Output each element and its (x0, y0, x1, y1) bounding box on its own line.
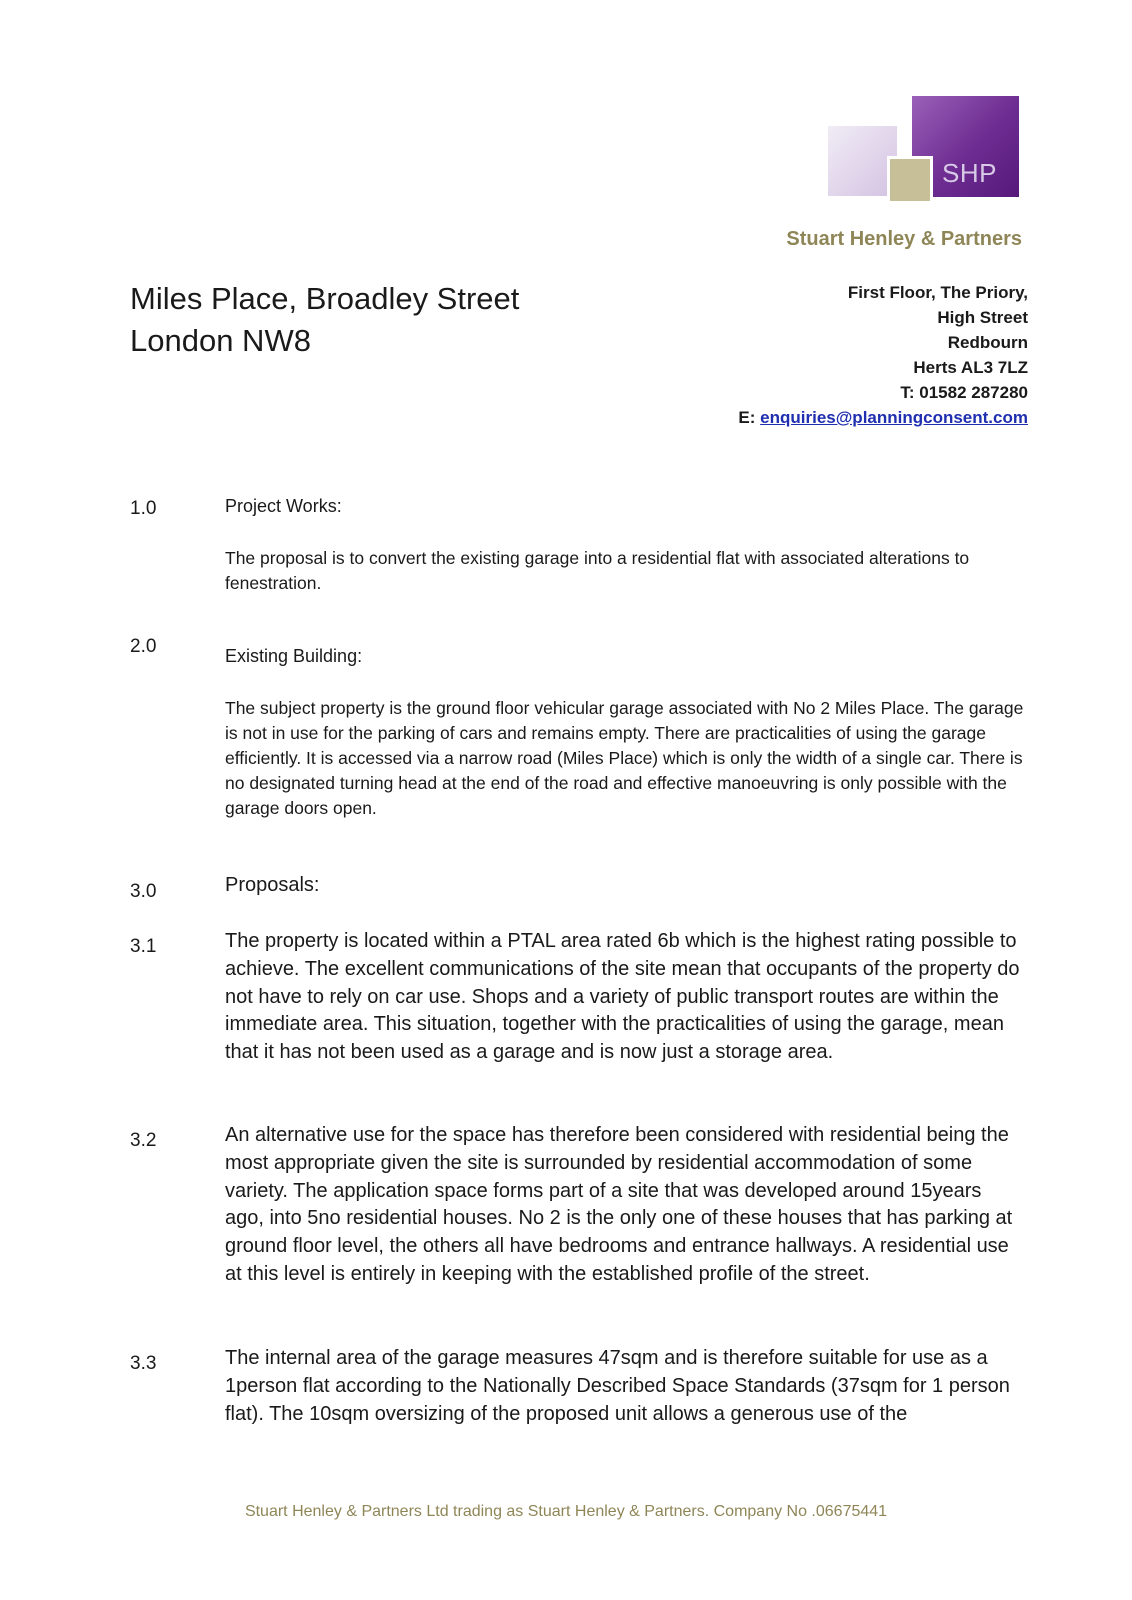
section-heading-proposals: Proposals: (225, 874, 320, 896)
section-number-3-1: 3.1 (130, 936, 157, 957)
address-line-4: Herts AL3 7LZ (913, 358, 1028, 377)
address-block (738, 280, 1028, 430)
email-label: E: (738, 408, 761, 427)
email-link[interactable]: enquiries@planningconsent.com (760, 408, 1028, 427)
section-text-3-1: The property is located within a PTAL area rated 6b which is the highest rating possible to achieve. The excellent communications of the site mean that occupants of the property do not have to rely on car use. Shops and a variety of public transport routes are within the immediate area. This situation, together with the practicalities of using the garage, mean that it has not been used as a garage and is now just a storage area. (225, 930, 1020, 1064)
section-number-1-0: 1.0 (130, 498, 157, 519)
section-number-3-3: 3.3 (130, 1353, 157, 1374)
section-text-3-3: The internal area of the garage measures 47sqm and is therefore suitable for use as a 1person flat according to the Nationally Described Space Standards (37sqm for 1 person flat). The 10sqm oversizing of the proposed unit allows a generous use of the (225, 1347, 1010, 1425)
phone-number: T: 01582 287280 (900, 383, 1028, 402)
section-text-project-works: The proposal is to convert the existing garage into a residential flat with associated alterations to fenestration. (225, 548, 970, 593)
address-line-1: First Floor, The Priory, (847, 283, 1028, 302)
title-line-1: Miles Place, Broadley Street (130, 281, 520, 316)
section-heading-project-works: Project Works: (225, 496, 342, 516)
page-footer: Stuart Henley & Partners Ltd trading as Stuart Henley & Partners. Company No .06675441 (244, 1503, 888, 1520)
address-line-2: High Street (937, 308, 1028, 327)
document-title (130, 278, 519, 362)
title-line-2: London NW8 (130, 323, 311, 358)
section-text-existing-building: The subject property is the ground floor vehicular garage associated with No 2 Miles Place. The garage is not in use for the parking of cars and remains empty. There are practicalities of using the garage efficiently. It is accessed via a narrow road (Miles Place) which is only the width of a single car. There is no designated turning head at the end of the road and effective manoeuvring is only possible with the garage doors open. (225, 698, 1024, 818)
section-text-3-2: An alternative use for the space has therefore been considered with residential being the most appropriate given the site is surrounded by residential accommodation of some variety. The application space forms part of a site that was developed around 15years ago, into 5no residential houses. No 2 is the only one of these houses that has parking at ground floor level, the others all have bedrooms and entrance hallways. A residential use at this level is entirely in keeping with the established profile of the street. (225, 1124, 1013, 1285)
section-number-3-0: 3.0 (130, 881, 157, 902)
logo-text: SHP (942, 158, 997, 188)
firm-name: Stuart Henley & Partners (786, 228, 1022, 250)
section-number-2-0: 2.0 (130, 636, 157, 657)
address-line-3: Redbourn (947, 333, 1028, 352)
email-row (738, 405, 1028, 430)
section-number-3-2: 3.2 (130, 1130, 157, 1151)
section-heading-existing-building: Existing Building: (225, 646, 363, 666)
shp-logo (828, 96, 1020, 200)
logo-tan-square (887, 156, 933, 204)
